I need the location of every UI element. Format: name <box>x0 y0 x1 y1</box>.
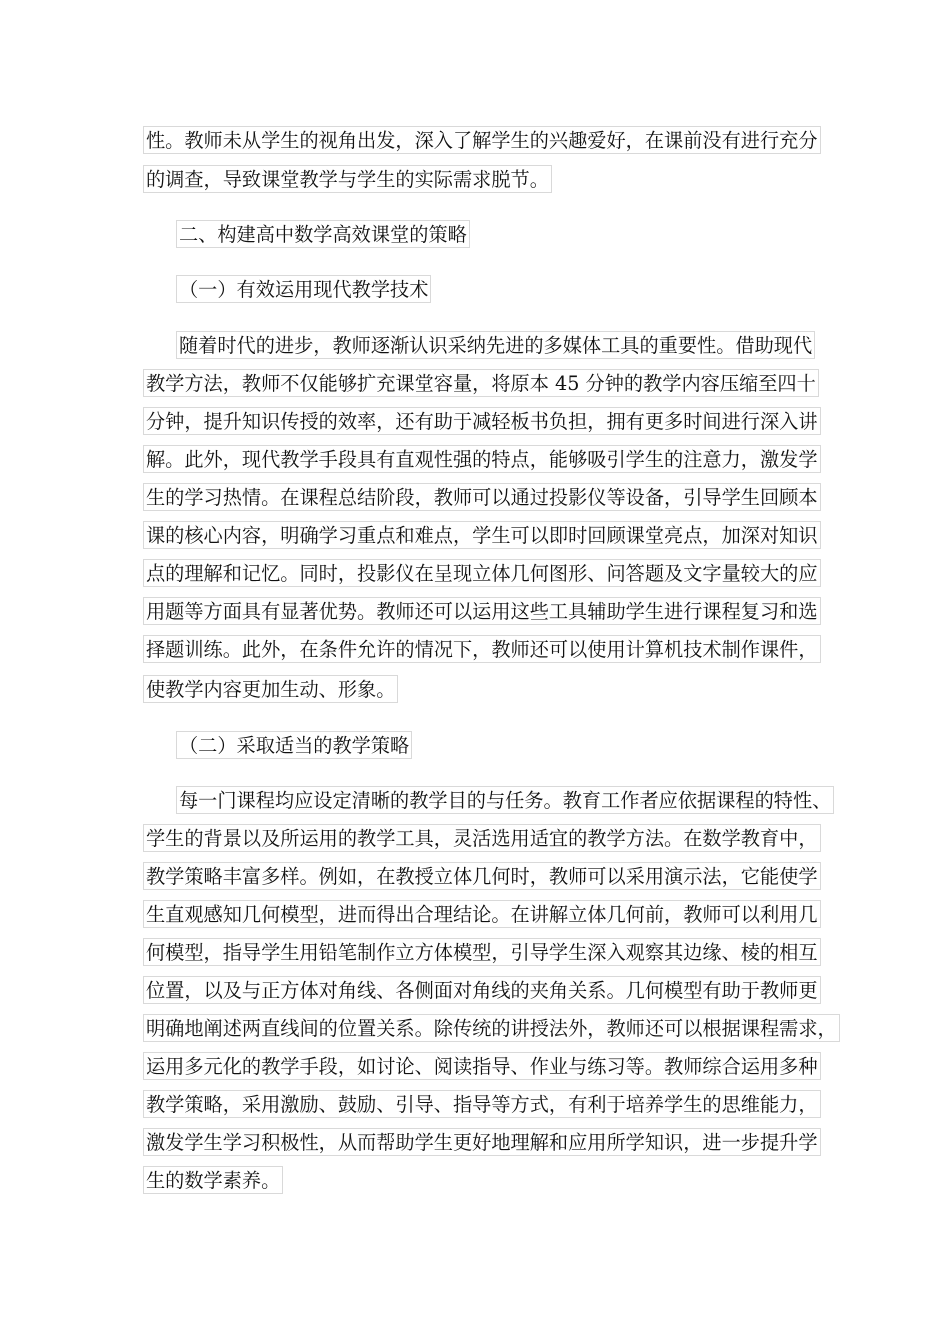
text-line: 生直观感知几何模型，进而得出合理结论。在讲解立体几何前，教师可以利用几 <box>143 900 821 928</box>
section-heading: 二、构建高中数学高效课堂的策略 <box>176 220 470 248</box>
subsection-heading: （二）采取适当的教学策略 <box>176 731 412 759</box>
text-line: 点的理解和记忆。同时，投影仪在呈现立体几何图形、问答题及文字量较大的应 <box>143 559 821 587</box>
text-line: 每一门课程均应设定清晰的教学目的与任务。教育工作者应依据课程的特性、 <box>176 786 834 814</box>
text-line: 生的数学素养。 <box>143 1166 283 1194</box>
text-line: 随着时代的进步，教师逐渐认识采纳先进的多媒体工具的重要性。借助现代 <box>176 331 815 359</box>
text-line: 分钟，提升知识传授的效率，还有助于减轻板书负担，拥有更多时间进行深入讲 <box>143 407 821 435</box>
text-line: 何模型，指导学生用铅笔制作立方体模型，引导学生深入观察其边缘、棱的相互 <box>143 938 821 966</box>
text-line: 课的核心内容，明确学习重点和难点，学生可以即时回顾课堂亮点，加深对知识 <box>143 521 821 549</box>
text-line: 的调查，导致课堂教学与学生的实际需求脱节。 <box>143 165 552 193</box>
text-line: 用题等方面具有显著优势。教师还可以运用这些工具辅助学生进行课程复习和选 <box>143 597 821 625</box>
text-line: 明确地阐述两直线间的位置关系。除传统的讲授法外，教师还可以根据课程需求， <box>143 1014 840 1042</box>
text-line: 择题训练。此外，在条件允许的情况下，教师还可以使用计算机技术制作课件， <box>143 635 821 663</box>
text-line: 生的学习热情。在课程总结阶段，教师可以通过投影仪等设备，引导学生回顾本 <box>143 483 821 511</box>
text-line: 性。教师未从学生的视角出发，深入了解学生的兴趣爱好，在课前没有进行充分 <box>143 126 821 154</box>
text-line: 教学策略丰富多样。例如，在教授立体几何时，教师可以采用演示法，它能使学 <box>143 862 821 890</box>
text-line: 学生的背景以及所运用的教学工具，灵活选用适宜的教学方法。在数学教育中， <box>143 824 821 852</box>
text-line: 激发学生学习积极性，从而帮助学生更好地理解和应用所学知识，进一步提升学 <box>143 1128 821 1156</box>
text-line: 教学方法，教师不仅能够扩充课堂容量，将原本 45 分钟的教学内容压缩至四十 <box>143 369 819 397</box>
text-line: 位置，以及与正方体对角线、各侧面对角线的夹角关系。几何模型有助于教师更 <box>143 976 821 1004</box>
text-line: 使教学内容更加生动、形象。 <box>143 675 398 703</box>
text-line: 运用多元化的教学手段，如讨论、阅读指导、作业与练习等。教师综合运用多种 <box>143 1052 821 1080</box>
subsection-heading: （一）有效运用现代教学技术 <box>176 275 431 303</box>
text-line: 教学策略，采用激励、鼓励、引导、指导等方式，有利于培养学生的思维能力， <box>143 1090 821 1118</box>
text-line: 解。此外，现代教学手段具有直观性强的特点，能够吸引学生的注意力，激发学 <box>143 445 821 473</box>
